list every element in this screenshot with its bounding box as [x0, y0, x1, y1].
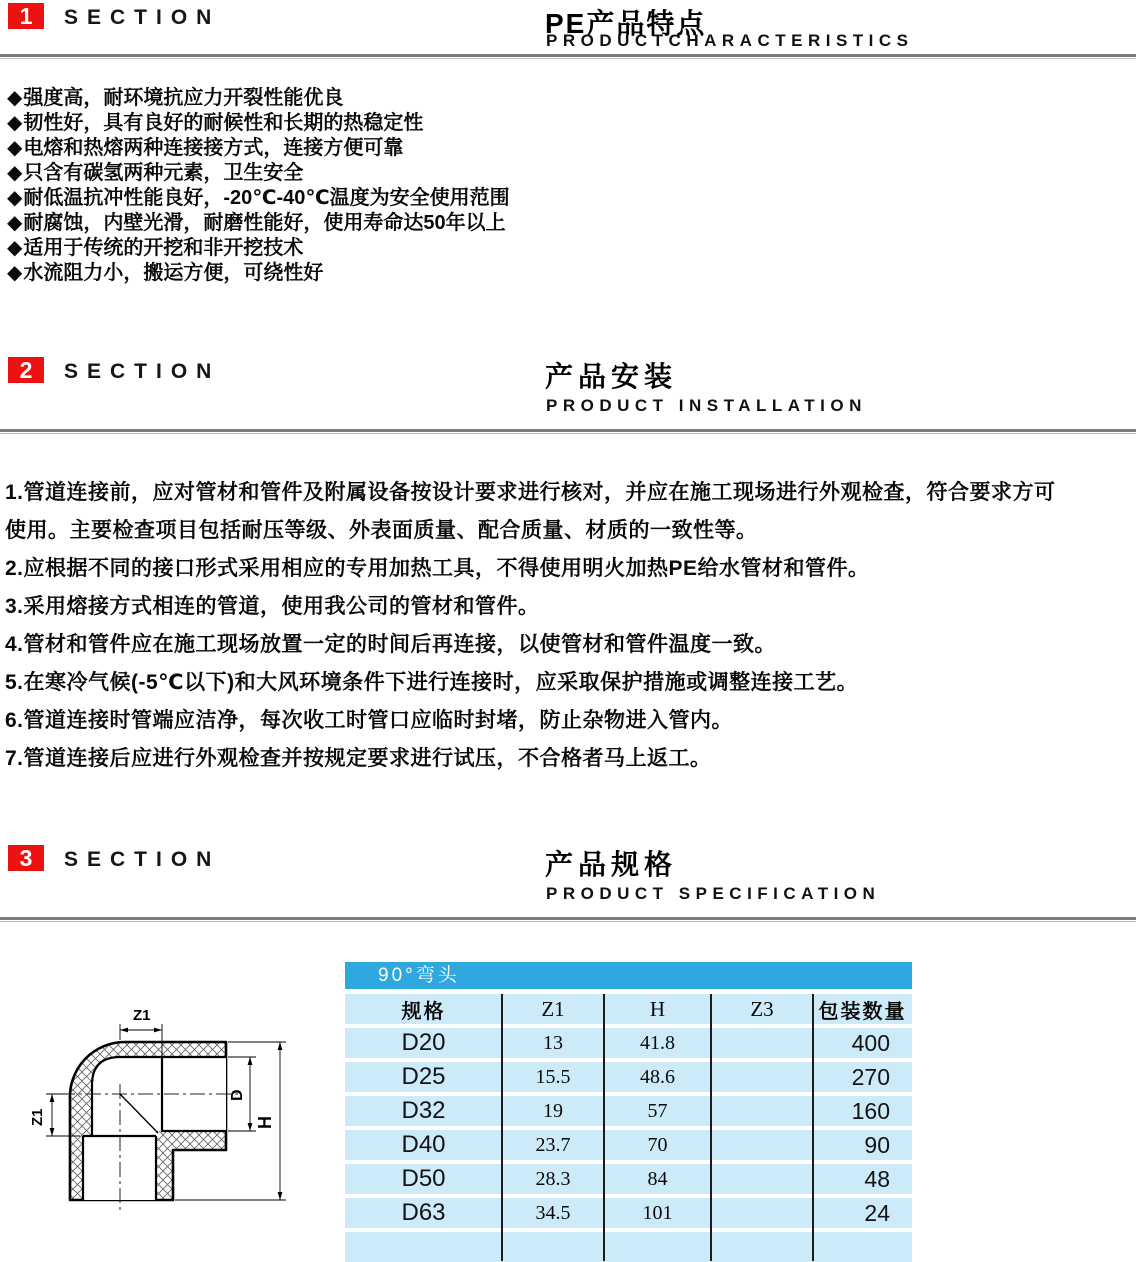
diamond-bullet-icon: ◆ [7, 87, 23, 109]
column-divider [501, 994, 503, 1261]
section-2-divider [0, 429, 1136, 432]
cell-z1: 13 [543, 1031, 563, 1054]
table-row-empty [345, 1232, 912, 1262]
cell-spec: D25 [401, 1063, 446, 1090]
feature-list [7, 86, 510, 286]
cell-h: 101 [642, 1201, 673, 1224]
column-header-spec: 规格 [401, 1000, 446, 1023]
cell-z3 [711, 1062, 813, 1092]
feature-text: 耐腐蚀，内壁光滑，耐磨性能好，使用寿命达50年以上 [23, 212, 506, 234]
cell-qty: 400 [851, 1029, 890, 1056]
section-2-badge: 2 [8, 357, 44, 383]
section-3-title: 产品规格 [545, 849, 678, 880]
spec-table-header [345, 994, 912, 1024]
cell-qty: 270 [851, 1063, 890, 1090]
cell-z1: 15.5 [535, 1065, 571, 1088]
column-divider [710, 994, 712, 1261]
feature-text: 耐低温抗冲性能良好，-20℃-40℃温度为安全使用范围 [23, 187, 510, 209]
cell-qty: 160 [851, 1097, 890, 1124]
dimension-label-d: D [229, 1089, 246, 1101]
spec-table-title: 90°弯头 [345, 962, 912, 989]
feature-text: 只含有碳氢两种元素，卫生安全 [23, 162, 304, 184]
column-header-z3: Z3 [750, 996, 774, 1021]
table-row [345, 1130, 912, 1160]
dimension-d [228, 1057, 256, 1131]
section-1-subtitle: PRODUCTCHARACTERISTICS [546, 31, 914, 50]
cell-h: 48.6 [640, 1065, 675, 1088]
table-row [345, 1164, 912, 1194]
diamond-bullet-icon: ◆ [7, 162, 23, 184]
section-2-subtitle: PRODUCT INSTALLATION [546, 396, 867, 415]
feature-text: 强度高，耐环境抗应力开裂性能优良 [23, 87, 344, 109]
cell-z3 [711, 1232, 813, 1262]
cell-qty: 48 [864, 1165, 890, 1192]
installation-step: 5.在寒冷气候(-5℃以下)和大风环境条件下进行连接时，应采取保护措施或调整连接工艺。 [5, 671, 859, 694]
feature-item [7, 136, 510, 161]
cell-spec: D20 [401, 1029, 446, 1056]
diamond-bullet-icon: ◆ [7, 262, 23, 284]
installation-steps [5, 474, 1056, 778]
column-header-h: H [649, 996, 666, 1021]
table-row [345, 1028, 912, 1058]
dimension-label-z1-left: Z1 [29, 1108, 46, 1126]
section-1-badge: 1 [8, 3, 44, 29]
feature-item [7, 211, 510, 236]
diamond-bullet-icon: ◆ [7, 187, 23, 209]
column-divider [812, 994, 814, 1261]
cell-h: 70 [647, 1133, 668, 1156]
cell-qty [813, 1232, 912, 1262]
section-1-divider [0, 54, 1136, 57]
diamond-bullet-icon: ◆ [7, 112, 23, 134]
section-3-subtitle: PRODUCT SPECIFICATION [546, 884, 881, 903]
section-2-label: SECTION [64, 360, 221, 383]
table-row [345, 1062, 912, 1092]
cell-spec: D40 [401, 1131, 446, 1158]
cell-h: 41.8 [640, 1031, 675, 1054]
feature-item [7, 86, 510, 111]
cell-h: 84 [647, 1167, 668, 1190]
column-divider [603, 994, 605, 1261]
section-3-divider [0, 917, 1136, 920]
elbow-cross-section-diagram [10, 1000, 340, 1261]
diamond-bullet-icon: ◆ [7, 237, 23, 259]
cell-z1 [502, 1232, 604, 1262]
cell-z1: 19 [543, 1099, 563, 1122]
cell-qty: 90 [864, 1131, 890, 1158]
cell-z3 [711, 1096, 813, 1126]
dimension-label-z1-top: Z1 [133, 1007, 151, 1024]
cell-spec [345, 1232, 502, 1262]
feature-item [7, 111, 510, 136]
section-1-title: PE产品特点 [545, 8, 707, 39]
table-row [345, 1198, 912, 1228]
column-header-z1: Z1 [541, 996, 565, 1021]
installation-step: 1.管道连接前，应对管材和管件及附属设备按设计要求进行核对，并应在施工现场进行外观检查，符合要求方可 [5, 481, 1056, 504]
cell-spec: D50 [401, 1165, 446, 1192]
cell-spec: D63 [401, 1199, 446, 1226]
cell-h [604, 1232, 711, 1262]
section-3-label: SECTION [64, 848, 221, 871]
installation-step: 2.应根据不同的接口形式采用相应的专用加热工具，不得使用明火加热PE给水管材和管件。 [5, 557, 870, 580]
cell-h: 57 [647, 1099, 668, 1122]
cell-z1: 34.5 [535, 1201, 571, 1224]
cell-z1: 23.7 [535, 1133, 571, 1156]
installation-step: 7.管道连接后应进行外观检查并按规定要求进行试压，不合格者马上返工。 [5, 747, 712, 770]
cell-z3 [711, 1028, 813, 1058]
feature-text: 水流阻力小，搬运方便，可绕性好 [23, 262, 324, 284]
cell-z1: 28.3 [535, 1167, 571, 1190]
cell-z3 [711, 1130, 813, 1160]
feature-item [7, 186, 510, 211]
cell-z3 [711, 1198, 813, 1228]
feature-text: 适用于传统的开挖和非开挖技术 [23, 237, 304, 259]
installation-step: 6.管道连接时管端应洁净，每次收工时管口应临时封堵，防止杂物进入管内。 [5, 709, 734, 732]
cell-z3 [711, 1164, 813, 1194]
section-1-label: SECTION [64, 6, 221, 29]
diamond-bullet-icon: ◆ [7, 212, 23, 234]
column-header-qty: 包装数量 [818, 1000, 907, 1023]
section-2-title: 产品安装 [545, 361, 678, 392]
feature-item [7, 261, 510, 286]
feature-item [7, 236, 510, 261]
feature-text: 电熔和热熔两种连接接方式，连接方便可靠 [23, 137, 404, 159]
installation-step: 3.采用熔接方式相连的管道，使用我公司的管材和管件。 [5, 595, 540, 618]
feature-item [7, 161, 510, 186]
cell-spec: D32 [401, 1097, 446, 1124]
installation-step: 使用。主要检查项目包括耐压等级、外表面质量、配合质量、材质的一致性等。 [5, 519, 758, 542]
diamond-bullet-icon: ◆ [7, 137, 23, 159]
table-row [345, 1096, 912, 1126]
cell-qty: 24 [864, 1199, 890, 1226]
feature-text: 韧性好，具有良好的耐候性和长期的热稳定性 [23, 112, 424, 134]
dimension-label-h: H [255, 1116, 275, 1129]
section-3-badge: 3 [8, 845, 44, 871]
installation-step: 4.管材和管件应在施工现场放置一定的时间后再连接，以使管材和管件温度一致。 [5, 633, 777, 656]
spec-table [345, 962, 912, 1262]
